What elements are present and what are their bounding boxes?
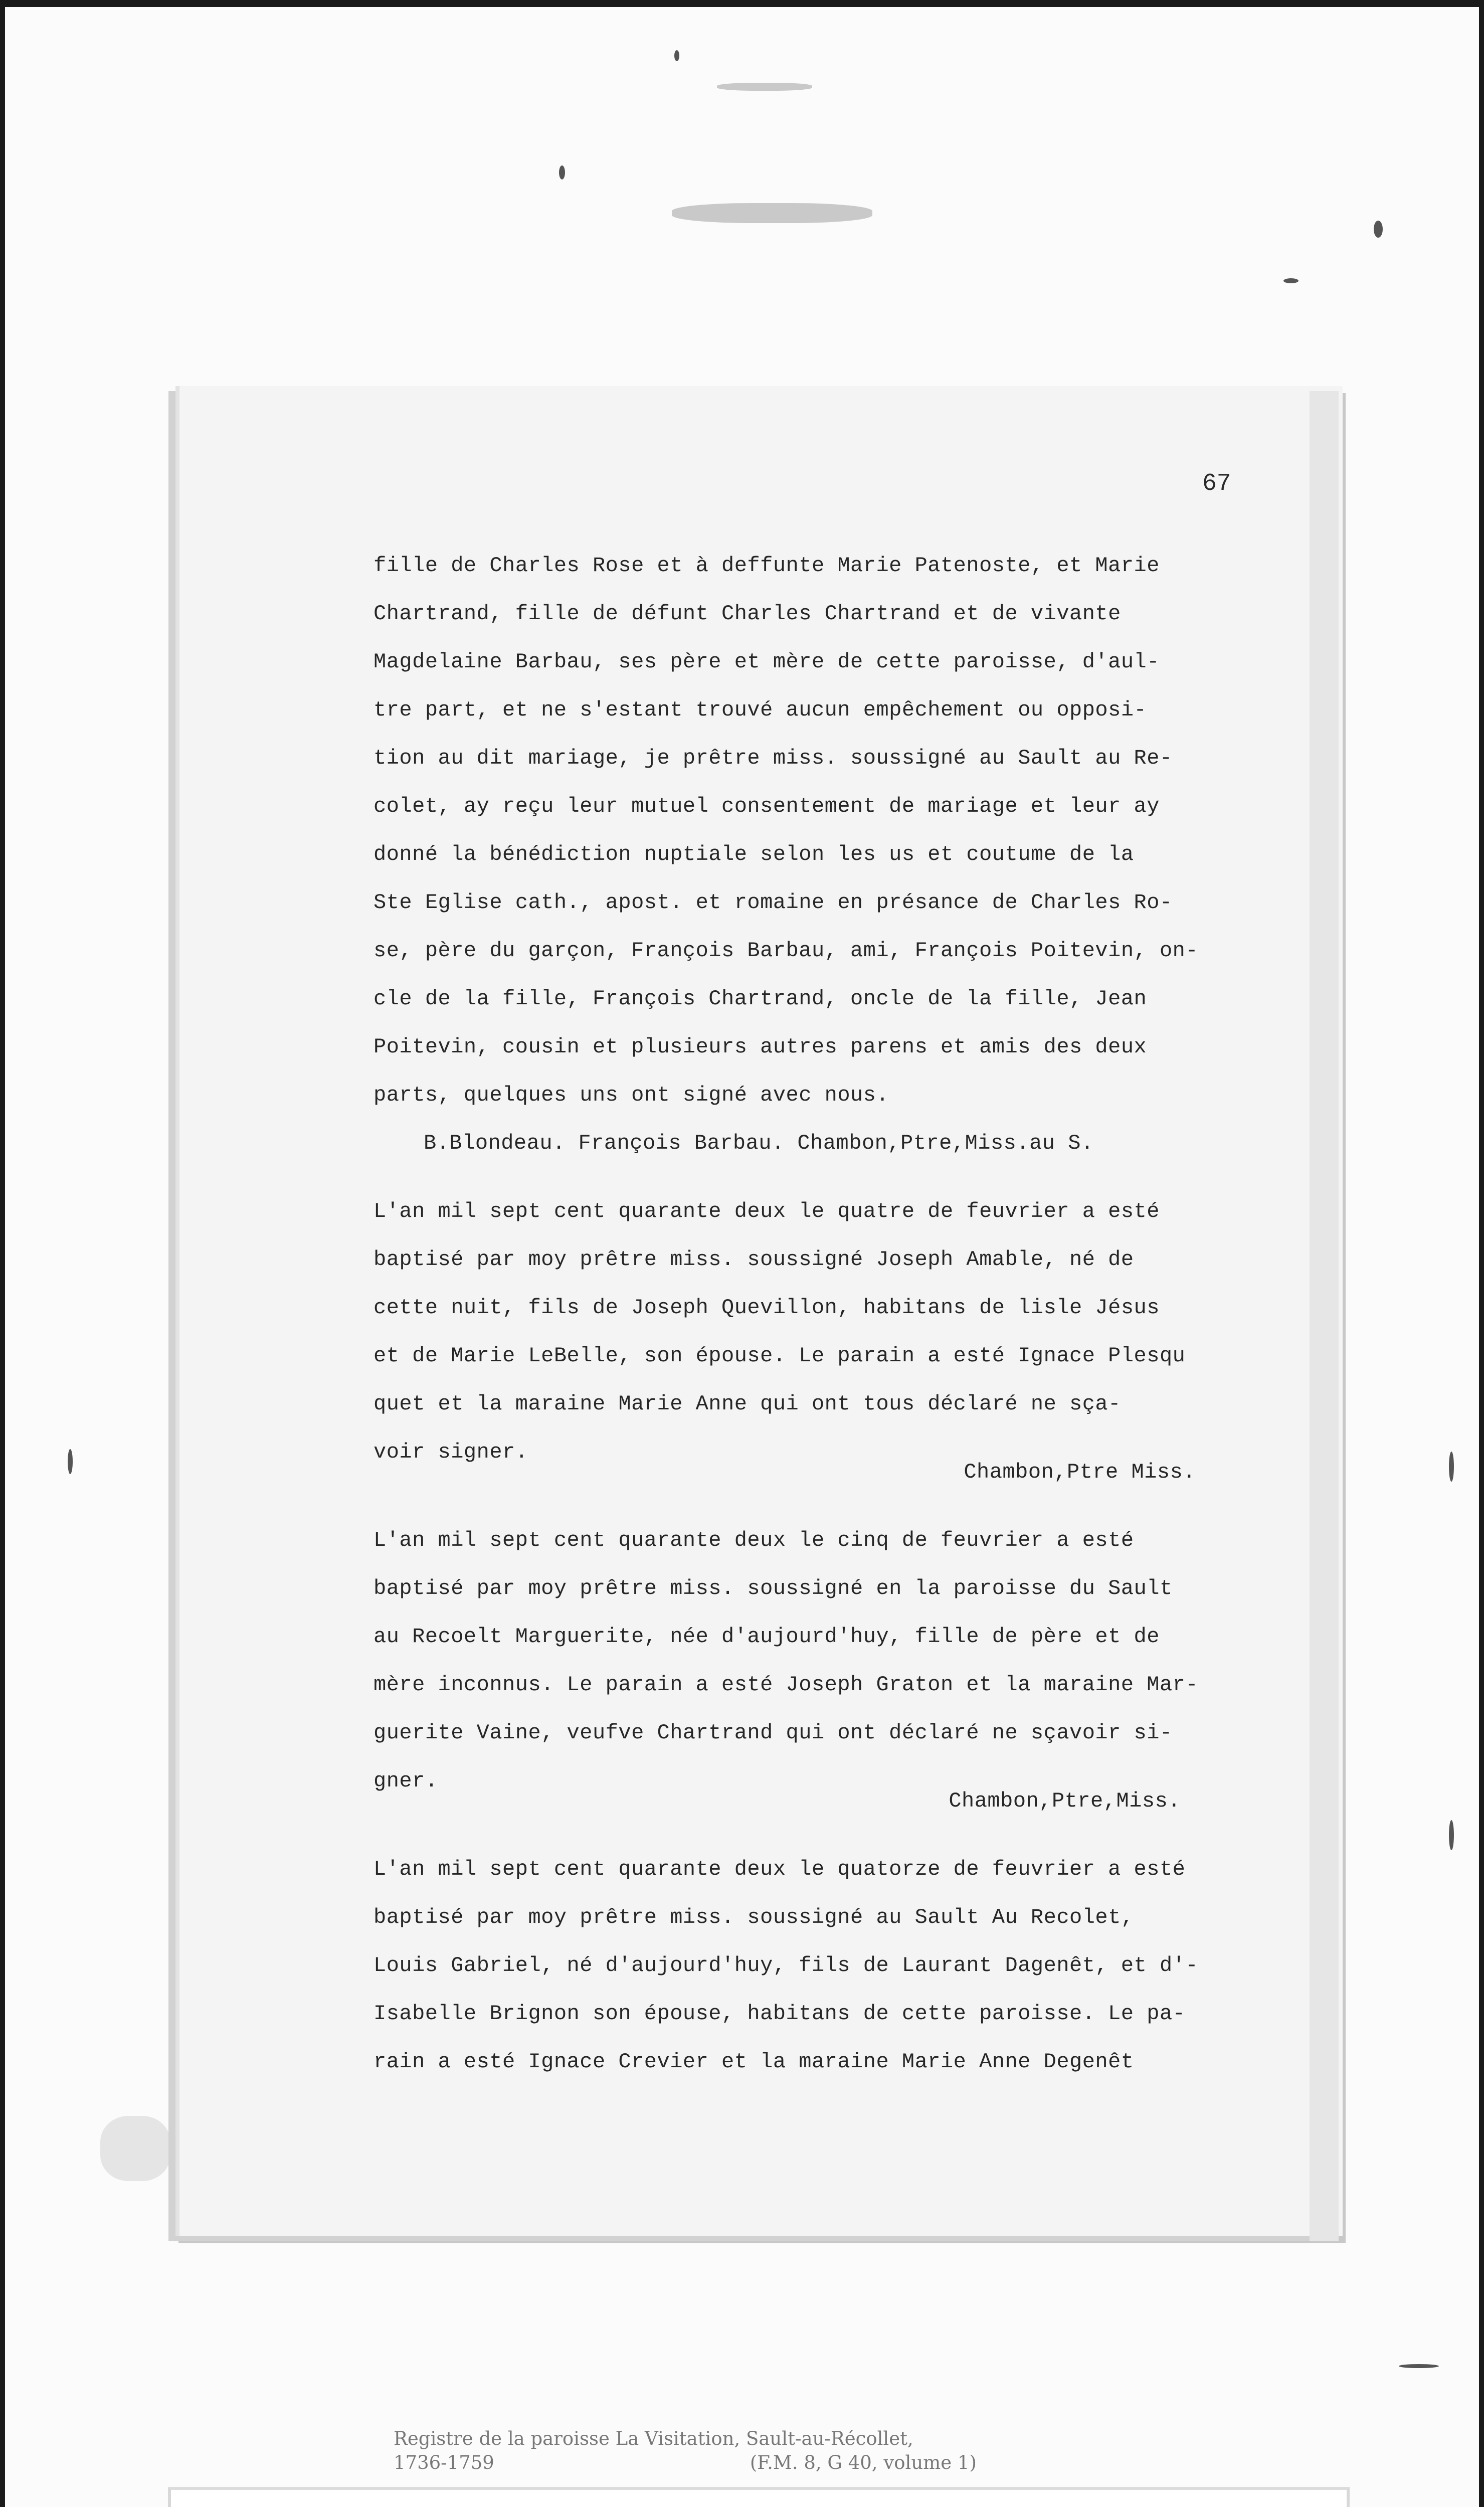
text-line: L'an mil sept cent quarante deux le quatre de feuvrier a esté — [374, 1199, 1160, 1223]
scan-speck — [1374, 221, 1383, 238]
text-line: tion au dit mariage, je prêtre miss. soussigné au Sault au Re- — [374, 746, 1173, 770]
scan-smudge — [100, 2116, 170, 2181]
text-line: guerite Vaine, veufve Chartrand qui ont déclaré ne sçavoir si- — [374, 1721, 1173, 1745]
text-line: baptisé par moy prêtre miss. soussigné Joseph Amable, né de — [374, 1247, 1134, 1272]
baptism-entry-joseph-amable — [374, 1187, 1311, 1496]
text-line: Louis Gabriel, né d'aujourd'huy, fils de Laurant Dagenêt, et d'- — [374, 1953, 1199, 1978]
archive-citation — [394, 2427, 977, 2475]
archives-stamp-box — [168, 2487, 1350, 2507]
text-line: baptisé par moy prêtre miss. soussigné en la paroisse du Sault — [374, 1576, 1173, 1600]
text-line: mère inconnus. Le parain a esté Joseph Graton et la maraine Mar- — [374, 1673, 1199, 1697]
baptism-entry-louis-gabriel — [374, 1845, 1311, 2086]
text-line: baptisé par moy prêtre miss. soussigné au Sault Au Recolet, — [374, 1905, 1134, 1929]
marriage-entry — [374, 542, 1311, 1167]
scan-speck — [1283, 278, 1298, 283]
register-page-edge — [1310, 391, 1339, 2241]
scan-speck — [1449, 1820, 1454, 1850]
text-line: Chartrand, fille de défunt Charles Chartrand et de vivante — [374, 602, 1121, 626]
signature: Chambon,Ptre,Miss. — [949, 1789, 1181, 1813]
text-line: L'an mil sept cent quarante deux le quatorze de feuvrier a esté — [374, 1857, 1186, 1881]
citation-title: Registre de la paroisse La Visitation, Sault-au-Récollet, — [394, 2428, 913, 2449]
text-line: L'an mil sept cent quarante deux le cinq de feuvrier a esté — [374, 1528, 1134, 1552]
scan-smudge — [672, 203, 872, 223]
scan-speck — [559, 165, 565, 180]
text-line: Magdelaine Barbau, ses père et mère de cette paroisse, d'aul- — [374, 650, 1160, 674]
text-line: donné la bénédiction nuptiale selon les us et coutume de la — [374, 842, 1134, 866]
text-line: fille de Charles Rose et à deffunte Marie Patenoste, et Marie — [374, 554, 1160, 578]
text-line: cle de la fille, François Chartrand, oncle de la fille, Jean — [374, 987, 1147, 1011]
text-line: et de Marie LeBelle, son épouse. Le parain a esté Ignace Plesqu — [374, 1344, 1186, 1368]
scan-smudge — [717, 83, 812, 91]
text-line: rain a esté Ignace Crevier et la maraine Marie Anne Degenêt — [374, 2050, 1134, 2074]
text-line: Poitevin, cousin et plusieurs autres parens et amis des deux — [374, 1035, 1147, 1059]
signatures: B.Blondeau. François Barbau. Chambon,Ptre,Miss.au S. — [424, 1131, 1094, 1155]
text-line: cette nuit, fils de Joseph Quevillon, habitans de lisle Jésus — [374, 1296, 1160, 1320]
text-line: colet, ay reçu leur mutuel consentement de mariage et leur ay — [374, 794, 1160, 818]
scan-speck — [674, 50, 679, 61]
text-line: se, père du garçon, François Barbau, ami, François Poitevin, on- — [374, 939, 1199, 963]
text-line: quet et la maraine Marie Anne qui ont tous déclaré ne sça- — [374, 1392, 1121, 1416]
text-line: tre part, et ne s'estant trouvé aucun empêchement ou opposi- — [374, 698, 1147, 722]
page-number: 67 — [1202, 470, 1231, 497]
scan-speck — [1399, 2364, 1439, 2368]
text-line: parts, quelques uns ont signé avec nous. — [374, 1083, 889, 1107]
baptism-entry-marguerite — [374, 1516, 1311, 1825]
text-line: gner. — [374, 1769, 438, 1793]
text-line: Isabelle Brignon son épouse, habitans de cette paroisse. Le pa- — [374, 2002, 1186, 2026]
text-line: voir signer. — [374, 1440, 528, 1464]
register-text — [374, 542, 1311, 2086]
text-line: Ste Eglise cath., apost. et romaine en présance de Charles Ro- — [374, 890, 1173, 915]
scan-speck — [1449, 1452, 1454, 1482]
text-line: au Recoelt Marguerite, née d'aujourd'huy, fille de père et de — [374, 1625, 1160, 1649]
citation-reference: (F.M. 8, G 40, volume 1) — [750, 2452, 977, 2473]
citation-dates: 1736-1759 — [394, 2452, 494, 2473]
signature: Chambon,Ptre Miss. — [964, 1460, 1196, 1484]
scan-speck — [68, 1449, 73, 1474]
